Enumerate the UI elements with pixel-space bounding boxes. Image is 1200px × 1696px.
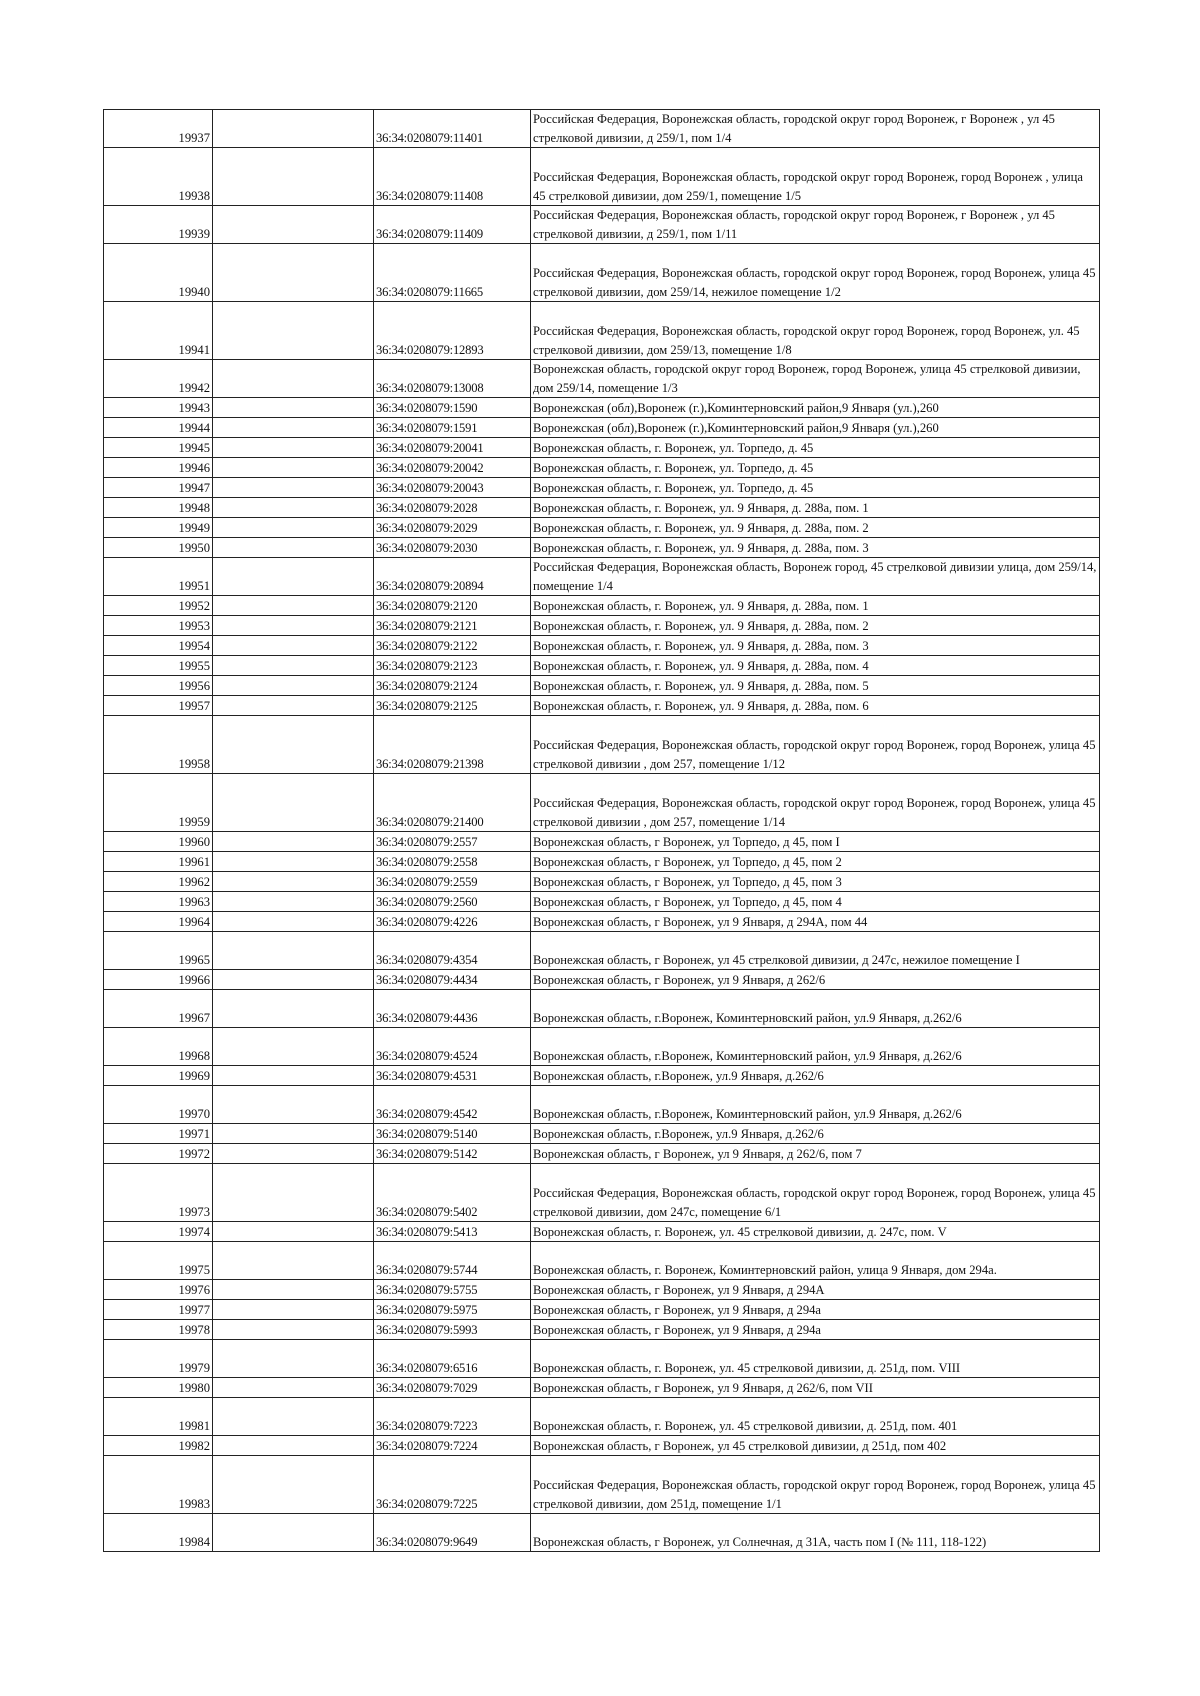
table-row: [104, 1280, 1100, 1300]
address: Воронежская область, г. Воронеж, ул. 9 Января, д. 288а, пом. 3: [531, 538, 1100, 558]
row-number: 19977: [104, 1300, 213, 1320]
cadastral-number: 36:34:0208079:5755: [374, 1280, 531, 1300]
cadastral-number: 36:34:0208079:2557: [374, 832, 531, 852]
row-number: 19952: [104, 596, 213, 616]
row-number: 19971: [104, 1124, 213, 1144]
row-number: 19962: [104, 872, 213, 892]
address: Воронежская область, г. Воронеж, ул. 9 Января, д. 288а, пом. 5: [531, 676, 1100, 696]
row-number: 19944: [104, 418, 213, 438]
empty-cell: [213, 1340, 374, 1378]
cadastral-number: 36:34:0208079:5402: [374, 1164, 531, 1222]
address: Воронежская область, г Воронеж, ул 9 Января, д 294А: [531, 1280, 1100, 1300]
address: Воронежская область, г.Воронеж, ул.9 Января, д.262/6: [531, 1066, 1100, 1086]
table-row: [104, 360, 1100, 398]
address: Воронежская область, г. Воронеж, Коминтерновский район, улица 9 Января, дом 294а.: [531, 1242, 1100, 1280]
cadastral-number: 36:34:0208079:7225: [374, 1456, 531, 1514]
table-row: [104, 538, 1100, 558]
empty-cell: [213, 1086, 374, 1124]
cadastral-number: 36:34:0208079:5413: [374, 1222, 531, 1242]
address: Воронежская область, г Воронеж, ул 9 Января, д 294А, пом 44: [531, 912, 1100, 932]
empty-cell: [213, 696, 374, 716]
table-row: [104, 458, 1100, 478]
address: Российская Федерация, Воронежская область, городской округ город Воронеж, город Воронеж , улица 45 стрелковой дивизии, дом 259/1, помещение 1/5: [531, 148, 1100, 206]
address: Российская Федерация, Воронежская область, городской округ город Воронеж, город Воронеж, улица 45 стрелковой дивизии , дом 257, помещение 1/14: [531, 774, 1100, 832]
cadastral-number: 36:34:0208079:11401: [374, 110, 531, 148]
table-row: [104, 1222, 1100, 1242]
empty-cell: [213, 676, 374, 696]
row-number: 19967: [104, 990, 213, 1028]
table-row: [104, 518, 1100, 538]
cadastral-number: 36:34:0208079:20041: [374, 438, 531, 458]
cadastral-number: 36:34:0208079:11665: [374, 244, 531, 302]
empty-cell: [213, 302, 374, 360]
table-row: [104, 832, 1100, 852]
row-number: 19964: [104, 912, 213, 932]
document-page: [103, 109, 1099, 1552]
empty-cell: [213, 148, 374, 206]
address: Воронежская область, г. Воронеж, ул. Торпедо, д. 45: [531, 458, 1100, 478]
registry-table: [103, 109, 1100, 1552]
address: Воронежская область, г. Воронеж, ул. Торпедо, д. 45: [531, 438, 1100, 458]
cadastral-number: 36:34:0208079:7224: [374, 1436, 531, 1456]
cadastral-number: 36:34:0208079:4524: [374, 1028, 531, 1066]
empty-cell: [213, 656, 374, 676]
table-row: [104, 716, 1100, 774]
row-number: 19981: [104, 1398, 213, 1436]
empty-cell: [213, 1280, 374, 1300]
cadastral-number: 36:34:0208079:2124: [374, 676, 531, 696]
empty-cell: [213, 636, 374, 656]
cadastral-number: 36:34:0208079:5993: [374, 1320, 531, 1340]
row-number: 19973: [104, 1164, 213, 1222]
cadastral-number: 36:34:0208079:5744: [374, 1242, 531, 1280]
empty-cell: [213, 360, 374, 398]
empty-cell: [213, 1378, 374, 1398]
table-row: [104, 478, 1100, 498]
empty-cell: [213, 1242, 374, 1280]
empty-cell: [213, 1144, 374, 1164]
row-number: 19950: [104, 538, 213, 558]
empty-cell: [213, 1300, 374, 1320]
address: Воронежская область, г Воронеж, ул 9 Января, д 294а: [531, 1300, 1100, 1320]
address: Российская Федерация, Воронежская область, городской округ город Воронеж, г Воронеж , ул 45 стрелковой дивизии, д 259/1, пом 1/4: [531, 110, 1100, 148]
table-row: [104, 1028, 1100, 1066]
row-number: 19941: [104, 302, 213, 360]
cadastral-number: 36:34:0208079:13008: [374, 360, 531, 398]
row-number: 19969: [104, 1066, 213, 1086]
row-number: 19938: [104, 148, 213, 206]
table-row: [104, 774, 1100, 832]
row-number: 19976: [104, 1280, 213, 1300]
table-row: [104, 558, 1100, 596]
empty-cell: [213, 206, 374, 244]
table-row: [104, 636, 1100, 656]
cadastral-number: 36:34:0208079:5140: [374, 1124, 531, 1144]
table-row: [104, 1456, 1100, 1514]
row-number: 19978: [104, 1320, 213, 1340]
table-row: [104, 398, 1100, 418]
empty-cell: [213, 458, 374, 478]
row-number: 19954: [104, 636, 213, 656]
empty-cell: [213, 1456, 374, 1514]
registry-table-body: [104, 110, 1100, 1552]
row-number: 19955: [104, 656, 213, 676]
row-number: 19956: [104, 676, 213, 696]
cadastral-number: 36:34:0208079:6516: [374, 1340, 531, 1378]
address: Воронежская область, г Воронеж, ул 9 Января, д 262/6: [531, 970, 1100, 990]
row-number: 19970: [104, 1086, 213, 1124]
empty-cell: [213, 1028, 374, 1066]
cadastral-number: 36:34:0208079:11409: [374, 206, 531, 244]
empty-cell: [213, 716, 374, 774]
row-number: 19961: [104, 852, 213, 872]
address: Воронежская область, г.Воронеж, Коминтерновский район, ул.9 Января, д.262/6: [531, 1028, 1100, 1066]
row-number: 19972: [104, 1144, 213, 1164]
cadastral-number: 36:34:0208079:21398: [374, 716, 531, 774]
row-number: 19966: [104, 970, 213, 990]
cadastral-number: 36:34:0208079:4542: [374, 1086, 531, 1124]
address: Воронежская область, г. Воронеж, ул. 9 Января, д. 288а, пом. 1: [531, 596, 1100, 616]
empty-cell: [213, 596, 374, 616]
address: Воронежская область, г Воронеж, ул 45 стрелковой дивизии, д 247с, нежилое помещение I: [531, 932, 1100, 970]
table-row: [104, 418, 1100, 438]
cadastral-number: 36:34:0208079:2121: [374, 616, 531, 636]
address: Воронежская область, г Воронеж, ул 9 Января, д 262/6, пом VII: [531, 1378, 1100, 1398]
empty-cell: [213, 1436, 374, 1456]
empty-cell: [213, 1398, 374, 1436]
empty-cell: [213, 438, 374, 458]
cadastral-number: 36:34:0208079:4436: [374, 990, 531, 1028]
table-row: [104, 1398, 1100, 1436]
cadastral-number: 36:34:0208079:2028: [374, 498, 531, 518]
cadastral-number: 36:34:0208079:1591: [374, 418, 531, 438]
empty-cell: [213, 832, 374, 852]
cadastral-number: 36:34:0208079:2120: [374, 596, 531, 616]
empty-cell: [213, 498, 374, 518]
cadastral-number: 36:34:0208079:20042: [374, 458, 531, 478]
empty-cell: [213, 932, 374, 970]
empty-cell: [213, 872, 374, 892]
cadastral-number: 36:34:0208079:4531: [374, 1066, 531, 1086]
row-number: 19951: [104, 558, 213, 596]
address: Воронежская область, г Воронеж, ул Солнечная, д 31А, часть пом I (№ 111, 118-122): [531, 1514, 1100, 1552]
table-row: [104, 1066, 1100, 1086]
row-number: 19982: [104, 1436, 213, 1456]
table-row: [104, 970, 1100, 990]
row-number: 19983: [104, 1456, 213, 1514]
empty-cell: [213, 912, 374, 932]
table-row: [104, 302, 1100, 360]
table-row: [104, 596, 1100, 616]
address: Воронежская область, г Воронеж, ул Торпедо, д 45, пом 4: [531, 892, 1100, 912]
cadastral-number: 36:34:0208079:7223: [374, 1398, 531, 1436]
empty-cell: [213, 110, 374, 148]
table-row: [104, 616, 1100, 636]
cadastral-number: 36:34:0208079:20043: [374, 478, 531, 498]
cadastral-number: 36:34:0208079:7029: [374, 1378, 531, 1398]
empty-cell: [213, 1320, 374, 1340]
address: Воронежская область, г. Воронеж, ул. 9 Января, д. 288а, пом. 1: [531, 498, 1100, 518]
address: Воронежская область, г. Воронеж, ул. 9 Января, д. 288а, пом. 2: [531, 616, 1100, 636]
empty-cell: [213, 1124, 374, 1144]
table-row: [104, 148, 1100, 206]
empty-cell: [213, 558, 374, 596]
table-row: [104, 498, 1100, 518]
row-number: 19945: [104, 438, 213, 458]
table-row: [104, 1320, 1100, 1340]
cadastral-number: 36:34:0208079:1590: [374, 398, 531, 418]
empty-cell: [213, 616, 374, 636]
table-row: [104, 1086, 1100, 1124]
cadastral-number: 36:34:0208079:5975: [374, 1300, 531, 1320]
address: Воронежская область, г. Воронеж, ул. 9 Января, д. 288а, пом. 2: [531, 518, 1100, 538]
empty-cell: [213, 398, 374, 418]
row-number: 19979: [104, 1340, 213, 1378]
address: Воронежская область, г Воронеж, ул Торпедо, д 45, пом I: [531, 832, 1100, 852]
row-number: 19960: [104, 832, 213, 852]
table-row: [104, 872, 1100, 892]
address: Воронежская область, г. Воронеж, ул. 9 Января, д. 288а, пом. 6: [531, 696, 1100, 716]
row-number: 19984: [104, 1514, 213, 1552]
address: Воронежская область, г. Воронеж, ул. 9 Января, д. 288а, пом. 3: [531, 636, 1100, 656]
table-row: [104, 1144, 1100, 1164]
address: Российская Федерация, Воронежская область, городской округ город Воронеж, город Воронеж, улица 45 стрелковой дивизии, дом 251д, помещение 1/1: [531, 1456, 1100, 1514]
table-row: [104, 206, 1100, 244]
empty-cell: [213, 478, 374, 498]
empty-cell: [213, 1222, 374, 1242]
address: Российская Федерация, Воронежская область, городской округ город Воронеж, город Воронеж, улица 45 стрелковой дивизии , дом 257, помещение 1/12: [531, 716, 1100, 774]
row-number: 19939: [104, 206, 213, 244]
cadastral-number: 36:34:0208079:2559: [374, 872, 531, 892]
address: Воронежская (обл),Воронеж (г.),Коминтерновский район,9 Января (ул.),260: [531, 418, 1100, 438]
empty-cell: [213, 518, 374, 538]
empty-cell: [213, 990, 374, 1028]
cadastral-number: 36:34:0208079:2123: [374, 656, 531, 676]
table-row: [104, 912, 1100, 932]
row-number: 19949: [104, 518, 213, 538]
address: Воронежская область, г. Воронеж, ул. Торпедо, д. 45: [531, 478, 1100, 498]
cadastral-number: 36:34:0208079:4226: [374, 912, 531, 932]
empty-cell: [213, 774, 374, 832]
empty-cell: [213, 1164, 374, 1222]
row-number: 19968: [104, 1028, 213, 1066]
table-row: [104, 1436, 1100, 1456]
row-number: 19980: [104, 1378, 213, 1398]
table-row: [104, 110, 1100, 148]
row-number: 19965: [104, 932, 213, 970]
row-number: 19946: [104, 458, 213, 478]
empty-cell: [213, 1066, 374, 1086]
cadastral-number: 36:34:0208079:4354: [374, 932, 531, 970]
table-row: [104, 852, 1100, 872]
empty-cell: [213, 970, 374, 990]
cadastral-number: 36:34:0208079:21400: [374, 774, 531, 832]
address: Воронежская область, г Воронеж, ул Торпедо, д 45, пом 3: [531, 872, 1100, 892]
row-number: 19942: [104, 360, 213, 398]
address: Воронежская область, г. Воронеж, ул. 45 стрелковой дивизии, д. 251д, пом. 401: [531, 1398, 1100, 1436]
table-row: [104, 676, 1100, 696]
row-number: 19975: [104, 1242, 213, 1280]
table-row: [104, 1300, 1100, 1320]
table-row: [104, 656, 1100, 676]
row-number: 19947: [104, 478, 213, 498]
table-row: [104, 1514, 1100, 1552]
empty-cell: [213, 852, 374, 872]
table-row: [104, 438, 1100, 458]
address: Российская Федерация, Воронежская область, городской округ город Воронеж, город Воронеж, улица 45 стрелковой дивизии, дом 259/14, нежилое помещение 1/2: [531, 244, 1100, 302]
row-number: 19963: [104, 892, 213, 912]
address: Воронежская область, г. Воронеж, ул. 45 стрелковой дивизии, д. 247с, пом. V: [531, 1222, 1100, 1242]
address: Воронежская область, г.Воронеж, ул.9 Января, д.262/6: [531, 1124, 1100, 1144]
address: Российская Федерация, Воронежская область, Воронеж город, 45 стрелковой дивизии улица, дом 259/14, помещение 1/4: [531, 558, 1100, 596]
cadastral-number: 36:34:0208079:2560: [374, 892, 531, 912]
row-number: 19940: [104, 244, 213, 302]
table-row: [104, 244, 1100, 302]
empty-cell: [213, 892, 374, 912]
row-number: 19953: [104, 616, 213, 636]
address: Воронежская область, г.Воронеж, Коминтерновский район, ул.9 Января, д.262/6: [531, 1086, 1100, 1124]
cadastral-number: 36:34:0208079:5142: [374, 1144, 531, 1164]
address: Воронежская область, г. Воронеж, ул. 9 Января, д. 288а, пом. 4: [531, 656, 1100, 676]
address: Воронежская область, г. Воронеж, ул. 45 стрелковой дивизии, д. 251д, пом. VIII: [531, 1340, 1100, 1378]
row-number: 19943: [104, 398, 213, 418]
address: Воронежская (обл),Воронеж (г.),Коминтерновский район,9 Января (ул.),260: [531, 398, 1100, 418]
table-row: [104, 932, 1100, 970]
row-number: 19948: [104, 498, 213, 518]
table-row: [104, 1378, 1100, 1398]
cadastral-number: 36:34:0208079:2122: [374, 636, 531, 656]
address: Воронежская область, г Воронеж, ул 9 Января, д 294а: [531, 1320, 1100, 1340]
row-number: 19958: [104, 716, 213, 774]
cadastral-number: 36:34:0208079:2125: [374, 696, 531, 716]
row-number: 19959: [104, 774, 213, 832]
address: Воронежская область, г Воронеж, ул Торпедо, д 45, пом 2: [531, 852, 1100, 872]
row-number: 19974: [104, 1222, 213, 1242]
table-row: [104, 1124, 1100, 1144]
table-row: [104, 990, 1100, 1028]
address: Воронежская область, г.Воронеж, Коминтерновский район, ул.9 Января, д.262/6: [531, 990, 1100, 1028]
table-row: [104, 892, 1100, 912]
address: Воронежская область, г Воронеж, ул 45 стрелковой дивизии, д 251д, пом 402: [531, 1436, 1100, 1456]
cadastral-number: 36:34:0208079:2029: [374, 518, 531, 538]
table-row: [104, 1242, 1100, 1280]
row-number: 19937: [104, 110, 213, 148]
address: Российская Федерация, Воронежская область, городской округ город Воронеж, город Воронеж, улица 45 стрелковой дивизии, дом 247с, помещение 6/1: [531, 1164, 1100, 1222]
address: Российская Федерация, Воронежская область, городской округ город Воронеж, город Воронеж, ул. 45 стрелковой дивизии, дом 259/13, помещение 1/8: [531, 302, 1100, 360]
table-row: [104, 1340, 1100, 1378]
empty-cell: [213, 244, 374, 302]
cadastral-number: 36:34:0208079:12893: [374, 302, 531, 360]
cadastral-number: 36:34:0208079:2558: [374, 852, 531, 872]
cadastral-number: 36:34:0208079:2030: [374, 538, 531, 558]
row-number: 19957: [104, 696, 213, 716]
table-row: [104, 1164, 1100, 1222]
empty-cell: [213, 418, 374, 438]
empty-cell: [213, 1514, 374, 1552]
cadastral-number: 36:34:0208079:20894: [374, 558, 531, 596]
address: Воронежская область, г Воронеж, ул 9 Января, д 262/6, пом 7: [531, 1144, 1100, 1164]
address: Российская Федерация, Воронежская область, городской округ город Воронеж, г Воронеж , ул 45 стрелковой дивизии, д 259/1, пом 1/11: [531, 206, 1100, 244]
cadastral-number: 36:34:0208079:4434: [374, 970, 531, 990]
cadastral-number: 36:34:0208079:9649: [374, 1514, 531, 1552]
table-row: [104, 696, 1100, 716]
cadastral-number: 36:34:0208079:11408: [374, 148, 531, 206]
empty-cell: [213, 538, 374, 558]
address: Воронежская область, городской округ город Воронеж, город Воронеж, улица 45 стрелковой дивизии, дом 259/14, помещение 1/3: [531, 360, 1100, 398]
